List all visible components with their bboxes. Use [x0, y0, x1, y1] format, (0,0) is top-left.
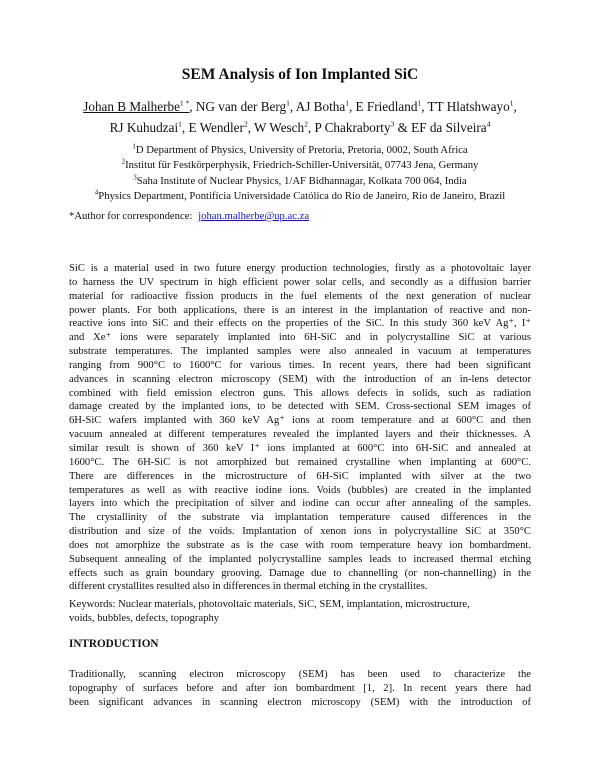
author-name: , E Wendler$^2$ [181, 119, 248, 135]
abstract-line: SiC is a material used in two future energy production technologies, firstly as a photovoltaic layer [69, 263, 531, 274]
abstract-line: material for radioactive fission products in the fuel elements of the next generation of nuclear [69, 290, 531, 302]
abstract-line: power plants. For both applications, there is an interest in the implantation of reactive and non- [69, 304, 531, 316]
abstract-line: substrate temperatures. The implanted samples were also annealed in vacuum at temperatures [69, 346, 531, 358]
keywords-line: Keywords: Nuclear materials, photovoltaic materials, SiC, SEM, implantation, microstructure, [69, 599, 470, 610]
abstract-line: combined with field emission electron guns. This allows defects in solids, such as radiation [69, 387, 531, 399]
author-name: , [513, 99, 517, 114]
introduction-text [69, 668, 531, 710]
abstract-line: 6H-SiC wafers implanted with 360 keV Ag⁺ ions at room temperature and at 600°C and then [69, 415, 531, 427]
author-name: , NG van der Berg$^1$ [189, 98, 290, 114]
keywords-line: voids, bubbles, defects, topography [69, 613, 220, 624]
correspondence-note [69, 210, 309, 222]
correspondence-label: *Author for correspondence: [69, 210, 193, 222]
abstract-line: Subsequent annealing of the implanted polycrystalline samples leads to increased thermal etching [69, 553, 531, 565]
affiliation-item: $^2$Institut für Festkörperphysik, Friedrich-Schiller-Universität, 07743 Jena, Germany [121, 157, 479, 172]
abstract-line: and Xe⁺ ions were separately implanted into 6H-SiC and in polycrystalline SiC at various [69, 332, 531, 344]
author-line-2 [66, 117, 534, 138]
abstract-line: layers into which the precipitation of silver and iodine can occur after annealing of the samples. [69, 498, 531, 510]
author-name: , E Friedland$^1$ [348, 98, 422, 114]
author-name: , P Chakraborty$^3$ [307, 119, 395, 135]
keywords [69, 598, 531, 626]
abstract-line: distribution and size of the voids. Implantation of xenon ions in polycrystalline SiC at 350°C [69, 526, 531, 538]
abstract-line: to harness the UV spectrum in high efficient power solar cells, and secondly as a diffusion barrier [69, 276, 531, 288]
correspondence-email-link[interactable]: johan.malherbe@up.ac.za [198, 210, 310, 222]
author-line-1 [66, 96, 534, 117]
affiliation-item: $^4$Physics Department, Pontifícia Universidade Católica do Rio de Janeiro, Rio de Janeiro, Brazil [94, 188, 506, 203]
abstract-line: does not amorphize the substrate as is the case with room temperature heavy ion bombardment. [69, 539, 531, 551]
abstract-line: different crystallites resulted also in differences in thermal etching in the crystallites. [69, 581, 428, 593]
author-list [66, 96, 534, 138]
abstract-line: The crystallinity of the substrate via implantation temperature caused differences in the [69, 512, 531, 524]
abstract-line: reactive ions into SiC and their effects on the properties of the SiC. In this study 360 keV Ag⁺, I⁺ [69, 318, 531, 330]
abstract-line: temperatures as well as with reactive iodine ions. Voids (bubbles) are created in the implanted [69, 484, 531, 496]
author-name: , TT Hlatshwayo$^1$ [421, 98, 514, 114]
abstract [69, 262, 531, 594]
abstract-line: effects such as grain boundary grooving. Damage due to channelling (or non-channelling) in the [69, 567, 531, 579]
abstract-line: damage created by the implanted ions, to be detected with SEM. Cross-sectional SEM images of [69, 401, 531, 413]
abstract-line: similar result is shown of 360 keV I⁺ ions implanted at 600°C into 6H-SiC and annealed at [69, 442, 531, 454]
section-heading-introduction: INTRODUCTION [69, 638, 159, 650]
affiliation-item: $^3$Saha Institute of Nuclear Physics, 1/AF Bidhannagar, Kolkata 700 064, India [133, 173, 467, 187]
introduction-line: been significant advances in scanning electron microscopy (SEM) with the introduction of [69, 696, 531, 708]
abstract-line: vacuum annealed at different temperatures revealed the implanted layers and their thicknesses. A [69, 429, 531, 441]
corresponding-author[interactable]: Johan B Malherbe$^{1 *}$ [83, 98, 190, 114]
introduction-line: Traditionally, scanning electron microscopy (SEM) has been used to characterize the [69, 669, 531, 680]
introduction-line: topography of surfaces before and after ion bombardment [1, 2]. In recent years there had [69, 682, 531, 694]
affiliations [40, 143, 560, 205]
author-name: & EF da Silveira$^4$ [394, 119, 491, 135]
author-name: RJ Kuhudzai$^1$ [109, 119, 182, 135]
abstract-line: ranging from 900°C to 1600°C for various times. In recent years, there had been significant [69, 359, 531, 371]
affiliation-item: $^1$D Department of Physics, University of Pretoria, Pretoria, 0002, South Africa [132, 142, 468, 156]
author-name: , AJ Botha$^1$ [289, 98, 349, 114]
paper-title: SEM Analysis of Ion Implanted SiC [181, 66, 419, 83]
abstract-line: 1600°C. The 6H-SiC is not amorphized but remained crystalline when implanting at 600°C. [69, 456, 531, 468]
author-name: , W Wesch$^2$ [247, 119, 308, 135]
abstract-line: advances in scanning electron microscopy (SEM) with the introduction of an in-lens detector [69, 373, 531, 385]
abstract-line: There are differences in the microstructure of 6H-SiC implanted with silver at the two [69, 470, 531, 482]
